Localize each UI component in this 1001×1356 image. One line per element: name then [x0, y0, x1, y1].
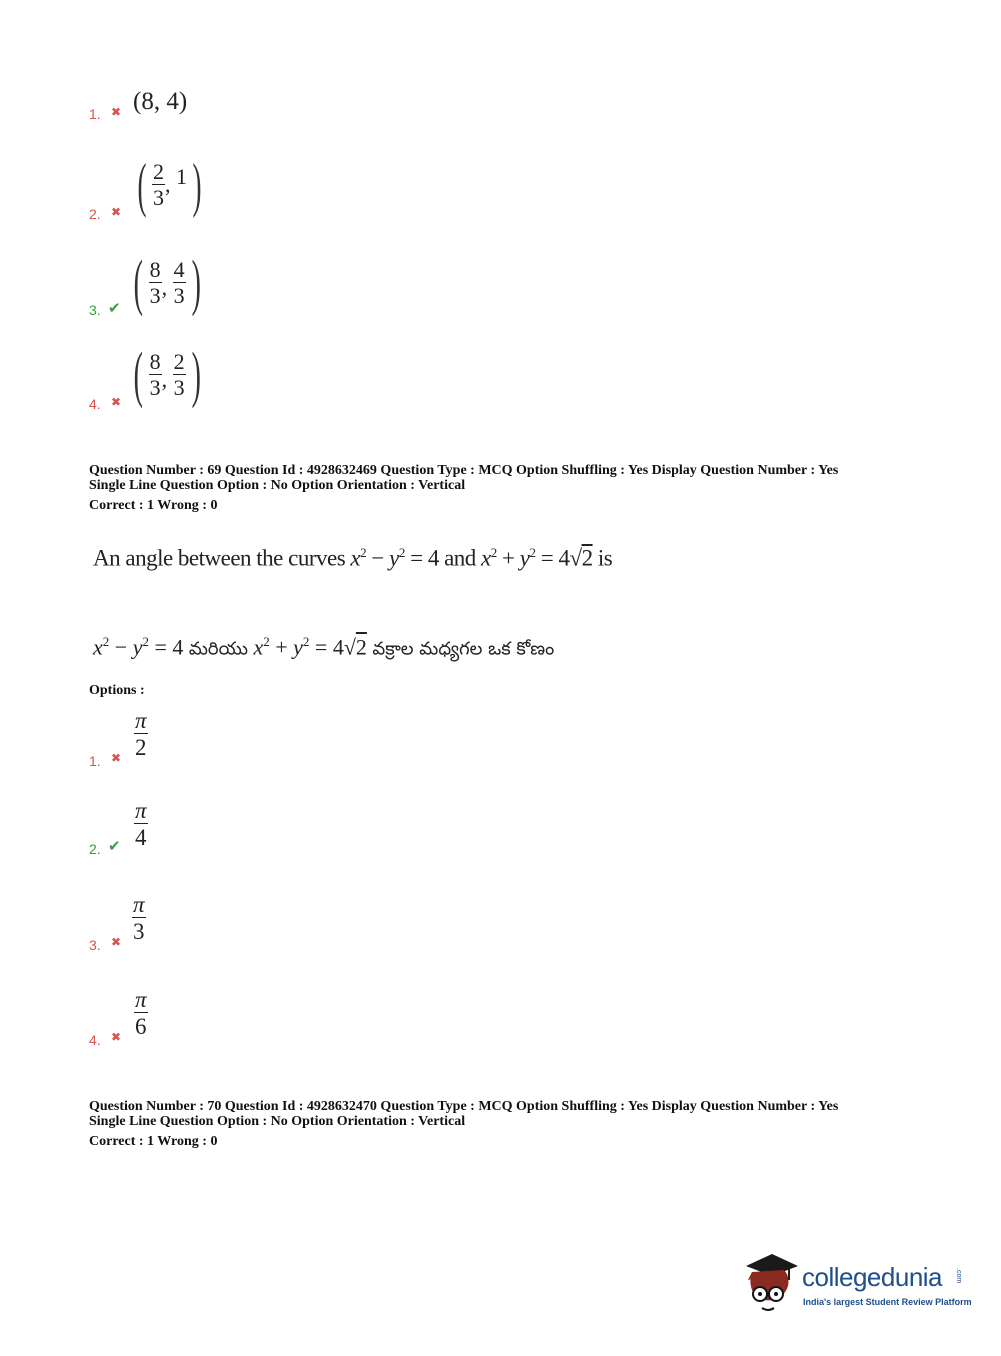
option-math: $\frac{\pi}{3}$: [133, 892, 145, 945]
option-number: 1.: [89, 106, 101, 122]
option-number: 3.: [89, 302, 101, 318]
logo-suffix: .com: [955, 1268, 962, 1284]
wrong-icon: ✖: [111, 751, 122, 765]
meta-line-3: Correct : 1 Wrong : 0: [89, 1134, 218, 1149]
option-number: 1.: [89, 753, 101, 769]
question-text-telugu: $x^2 - y^2 = 4$ మరియు $x^2 + y^2 = 4√2$ వక్రాల మధ్యగల ఒక కోణం: [93, 634, 555, 660]
option-math: ( $\frac{2}{3}$ , 1 ): [137, 152, 202, 218]
option-number: 3.: [89, 937, 101, 953]
option-math: $\frac{\pi}{2}$: [135, 708, 147, 761]
mascot-icon: [742, 1250, 800, 1316]
option-math: ( $\frac{8}{3}$ , $\frac{2}{3}$ ): [133, 341, 201, 409]
logo-tagline: India's largest Student Review Platform: [803, 1297, 972, 1307]
check-icon: ✔: [108, 837, 121, 855]
check-icon: ✔: [108, 299, 121, 317]
meta-line-2: Single Line Question Option : No Option Orientation : Vertical: [89, 1114, 466, 1129]
option-number: 4.: [89, 396, 101, 412]
wrong-icon: ✖: [111, 395, 122, 409]
wrong-icon: ✖: [111, 205, 122, 219]
meta-line-3: Correct : 1 Wrong : 0: [89, 498, 218, 513]
options-label: Options :: [89, 683, 145, 698]
option-number: 2.: [89, 841, 101, 857]
meta-line-1: Question Number : 69 Question Id : 4928632469 Question Type : MCQ Option Shuffling : Yes Display Question Number : Yes: [89, 463, 839, 478]
logo-wordmark: collegedunia: [802, 1262, 943, 1292]
wrong-icon: ✖: [111, 105, 122, 119]
option-math: $\frac{\pi}{4}$: [135, 798, 147, 851]
meta-line-1: Question Number : 70 Question Id : 4928632470 Question Type : MCQ Option Shuffling : Yes Display Question Number : Yes: [89, 1099, 839, 1114]
question-text-english: An angle between the curves $x^2 - y^2 = 4$ and $x^2 + y^2 = 4√2$ is: [93, 545, 613, 571]
option-math: ( $\frac{8}{3}$ , $\frac{4}{3}$ ): [133, 249, 201, 317]
option-number: 2.: [89, 206, 101, 222]
collegedunia-logo: [742, 1248, 972, 1320]
wrong-icon: ✖: [111, 935, 122, 949]
option-math: $\frac{\pi}{6}$: [135, 987, 147, 1040]
option-math: (8, 4): [133, 88, 188, 115]
meta-line-2: Single Line Question Option : No Option Orientation : Vertical: [89, 478, 466, 493]
wrong-icon: ✖: [111, 1030, 122, 1044]
option-number: 4.: [89, 1032, 101, 1048]
